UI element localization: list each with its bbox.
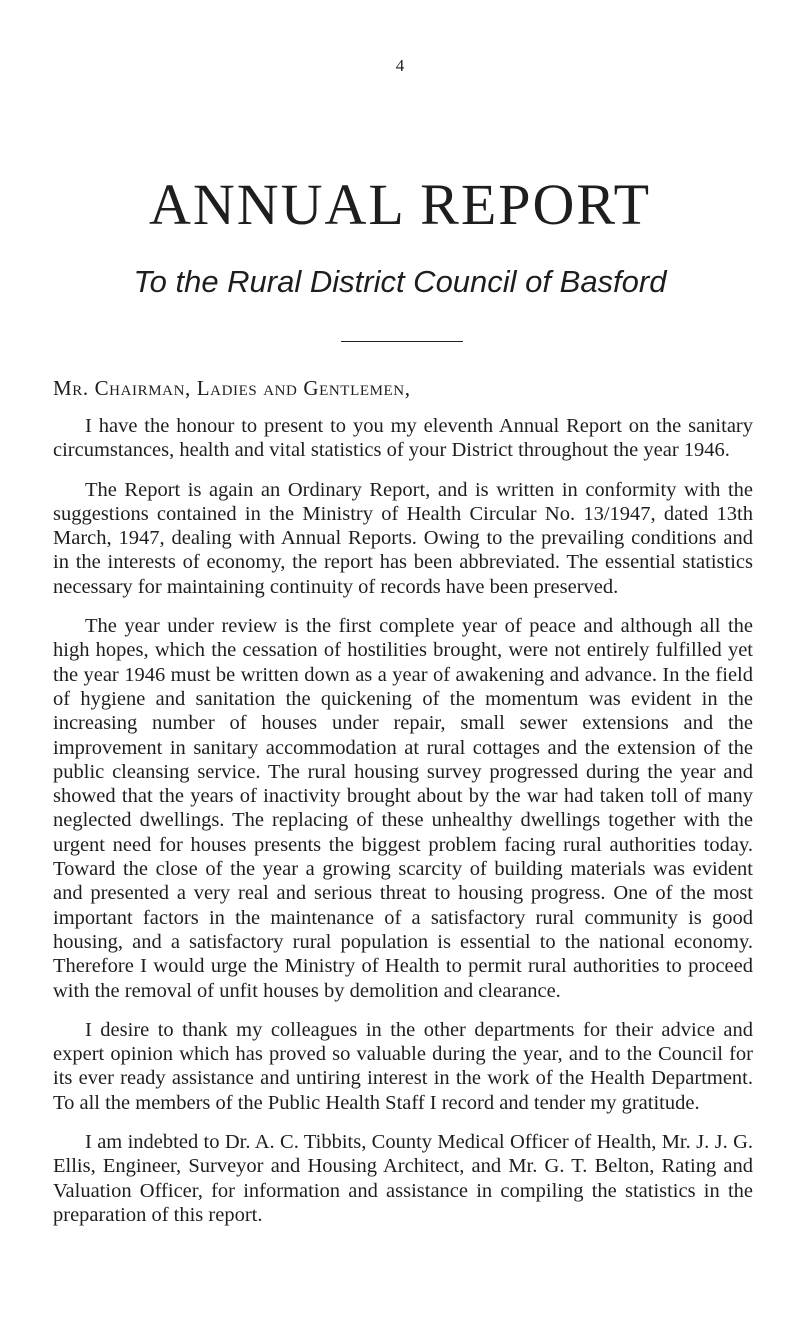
report-title: ANNUAL REPORT (148, 172, 652, 237)
title-divider (341, 341, 463, 342)
paragraph-report-type: The Report is again an Ordinary Report, and is written in conformity with the suggestions contained in the Ministry of Health Circular No. 13/1947, dated 13th March, 1947, dealing with Annual Reports. Owing to the prevailing conditions and in the interests of economy, the report has been abbreviated. The essential statistics necessary for maintaining continuity of records have been preserved. (53, 478, 753, 598)
report-subtitle: To the Rural District Council of Basford (133, 264, 667, 299)
paragraph-thanks: I desire to thank my colleagues in the other departments for their advice and expert opinion which has proved so valuable during the year, and to the Council for its ever ready assistance and untiring interest in the work of the Health Department. To all the members of the Public Health Staff I record and tender my gratitude. (53, 1018, 753, 1114)
paragraph-introduction: I have the honour to present to you my eleventh Annual Report on the sanitary circumstances, health and vital statistics of your District throughout the year 1946. (53, 415, 753, 462)
salutation: Mr. Chairman, Ladies and Gentlemen, (53, 376, 411, 400)
paragraph-acknowledgements: I am indebted to Dr. A. C. Tibbits, County Medical Officer of Health, Mr. J. J. G. Ellis, Engineer, Surveyor and Housing Architect, and Mr. G. T. Belton, Rating and Valuation Officer, for information and assistance in compiling the statistics in the preparation of this report. (53, 1131, 753, 1226)
paragraph-year-review: The year under review is the first complete year of peace and although all the high hopes, which the cessation of hostilities brought, were not entirely fulfilled yet the year 1946 must be written down as a year of awakening and advance. In the field of hygiene and sanitation the quickening of the momentum was evident in the increasing number of houses under repair, small sewer extensions and the improvement in sanitary accommodation at rural cottages and the extension of the public cleansing service. The rural housing survey progressed during the year and showed that the years of inactivity brought about by the war had taken toll of many neglected dwellings. The replacing of these unhealthy dwellings together with the urgent need for houses presents the biggest problem facing rural authorities today. Toward the close of the year a growing scarcity of building materials was evident and presented a very real and serious threat to housing progress. One of the most important factors in the maintenance of a satisfactory rural community is good housing, and a satisfactory rural population is essential to the national economy. Therefore I would urge the Ministry of Health to permit rural authorities to proceed with the removal of unfit houses by demolition and clearance. (53, 615, 753, 1002)
report-body (53, 414, 753, 1242)
page-number: 4 (395, 56, 405, 75)
